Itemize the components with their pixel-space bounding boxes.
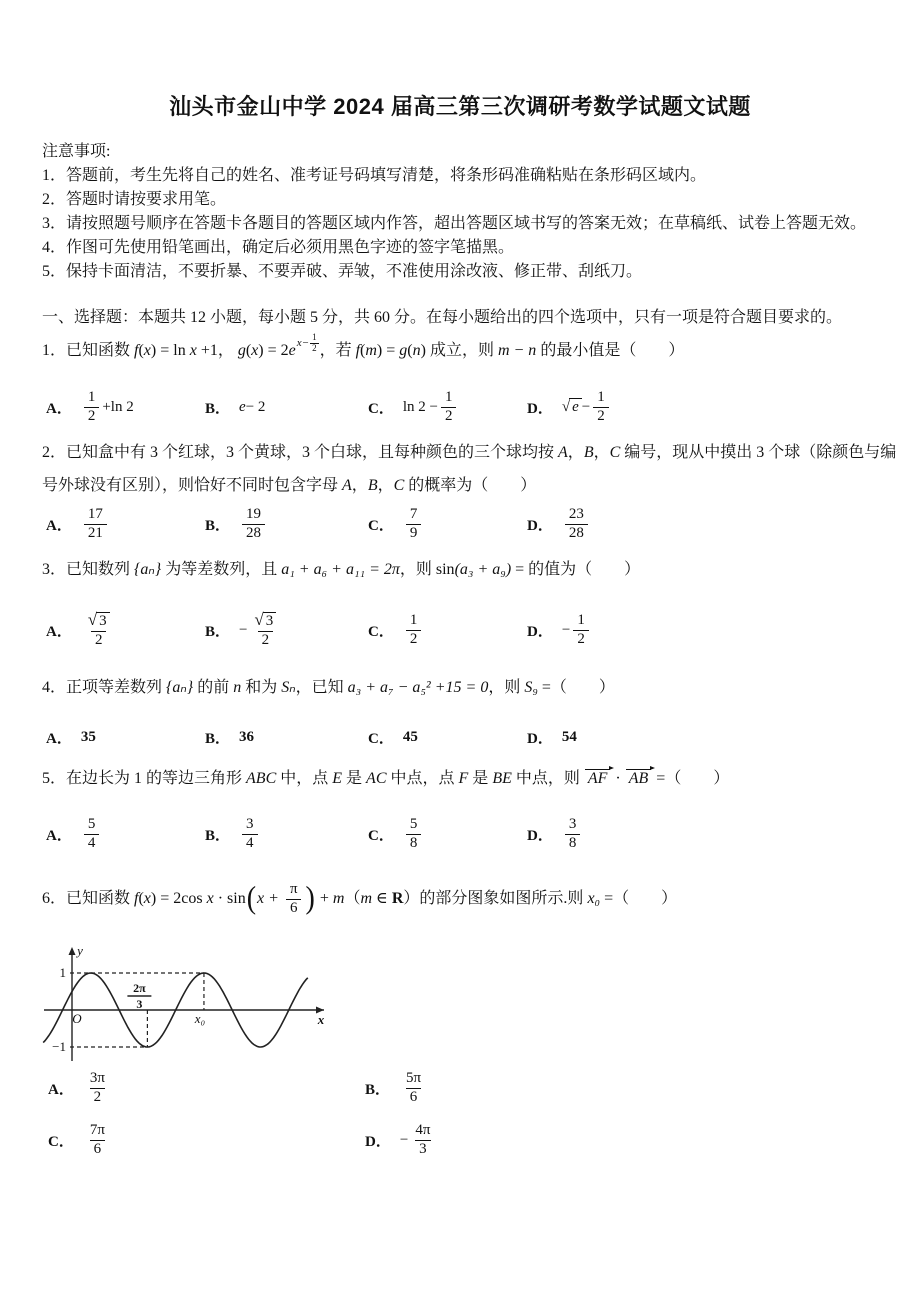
math-run: C [393, 477, 405, 494]
options-row [0, 606, 920, 654]
option-label: C． [368, 400, 394, 417]
sqrt-sign: √ [254, 610, 264, 630]
text-run: ， [567, 444, 584, 461]
option [205, 500, 268, 548]
text-run: =（ ） [600, 889, 678, 907]
math-run: x [143, 889, 151, 907]
bold-text: 35 [80, 728, 96, 745]
math-run: m [360, 889, 373, 907]
math-run: f [355, 342, 361, 359]
fraction: $\frac{√ 3}{2}$ [250, 611, 280, 649]
option-label: C． [368, 730, 394, 747]
fraction: $\frac{17}{21}$ [84, 507, 107, 542]
text-run: + [315, 889, 333, 907]
text-run: ， [351, 477, 368, 494]
option [368, 606, 424, 654]
y-axis-arrow [69, 947, 76, 955]
bold-text: 45 [402, 728, 418, 745]
option-label: D． [365, 1133, 391, 1150]
text-run: ( [138, 342, 144, 359]
math-run: {aₙ} [134, 561, 162, 578]
fraction: $\frac{\pi}{6}$ [286, 882, 302, 917]
option-label: A． [48, 1081, 74, 1098]
text-run: ( [245, 342, 252, 359]
page-title: 汕头市金山中学 2024 届高三第三次调研考数学试题文试题 [169, 94, 751, 119]
text-run: 6．已知函数 [42, 889, 135, 907]
option-label: D． [527, 400, 553, 417]
math-run: x [206, 889, 214, 907]
question-stem [42, 676, 898, 700]
notice-item-3: 3．请按照题号顺序在答题卡各题目的答题区域内作答，超出答题区域书写的答案无效；在草稿纸、试卷上答题无效。 [42, 215, 867, 232]
option [527, 606, 592, 654]
math-run: C [609, 444, 621, 461]
math-run: B [583, 444, 594, 461]
options-row [0, 500, 920, 548]
option [46, 606, 117, 654]
text-run: =（ ） [652, 770, 730, 787]
math-run: m [332, 889, 345, 907]
vector-term: AF [585, 769, 611, 787]
text-run: ) = 2 [258, 342, 289, 359]
math-run: e [288, 342, 296, 359]
text-run: − [561, 621, 571, 638]
option [205, 606, 283, 654]
text-run: − [239, 621, 248, 638]
option [365, 1116, 437, 1164]
option [205, 713, 254, 761]
left-paren: ( [246, 880, 257, 917]
math-run: E [332, 770, 343, 787]
vector-term: AB [626, 769, 652, 787]
trough-label-numerator: 2π [133, 981, 146, 995]
right-paren: ) [305, 880, 315, 917]
option-label: A． [46, 730, 72, 747]
fraction: $\frac{1}{2}$ [84, 390, 100, 425]
text-run: 是 [468, 770, 493, 787]
fraction: $\frac{3}{8}$ [565, 817, 581, 852]
option [368, 713, 418, 761]
text-run: − 2 [245, 398, 266, 415]
text-run: 的概率为（ ） [404, 477, 537, 494]
math-run: S₉ [524, 679, 538, 696]
y-axis-label: y [77, 943, 83, 958]
fraction: $\frac{7}{9}$ [406, 507, 422, 542]
option-label: D． [527, 827, 553, 844]
notice-item-4: 4．作图可先使用铅笔画出，确定后必须用黑色字迹的签字笔描黑。 [42, 239, 515, 256]
option-label: B． [205, 623, 231, 640]
math-run: n [412, 342, 421, 359]
math-run: g [237, 342, 246, 359]
math-run: (a₃ + a₉) [454, 561, 512, 578]
sqrt-value: 3 [263, 612, 277, 629]
fraction: $\frac{19}{28}$ [242, 507, 265, 542]
text-run: 中点，则 [511, 770, 584, 787]
text-run: ) = ln [150, 342, 190, 359]
options-row [0, 713, 920, 761]
text-run: − [581, 398, 591, 415]
math-run: {aₙ} [166, 679, 194, 696]
option-label: C． [368, 827, 394, 844]
text-run: 4．正项等差数列 [42, 679, 167, 696]
text-run: ( [360, 342, 366, 359]
math-run: n [233, 679, 242, 696]
option [46, 383, 134, 431]
text-run: − [399, 1131, 409, 1148]
sqrt-sign: √ [87, 610, 98, 630]
option [527, 383, 612, 431]
option-label: D． [527, 623, 553, 640]
math-run: Sₙ [281, 679, 296, 696]
text-run: ) = [376, 342, 400, 359]
question-stem [42, 332, 898, 364]
option-label: A． [46, 827, 72, 844]
math-run: AC [366, 770, 387, 787]
option-label: D． [527, 730, 553, 747]
option [46, 713, 96, 761]
option-label: A． [46, 623, 72, 640]
fraction: $\frac{7\pi}{6}$ [89, 1121, 105, 1157]
question-stem [42, 436, 898, 502]
option-label: C． [368, 623, 394, 640]
text-run: 中点，点 [386, 770, 459, 787]
notice-heading: 注意事项: [42, 143, 111, 160]
fraction: $\frac{√ 3}{2}$ [84, 611, 114, 649]
option [205, 383, 265, 431]
fraction: $\frac{1}{2}$ [573, 613, 589, 648]
bold-text: R [391, 889, 404, 907]
option-label: B． [205, 517, 231, 534]
math-run: m − n [497, 342, 537, 359]
option [48, 1116, 112, 1164]
text-run: 5．在边长为 1 的等边三角形 [42, 770, 247, 787]
math-run: F [458, 770, 469, 787]
math-run: m [365, 342, 377, 359]
sqrt-value: e [569, 398, 582, 416]
text-run: ( [138, 889, 144, 907]
text-run: 中，点 [276, 770, 333, 787]
math-run: x [189, 342, 197, 359]
options-row [0, 383, 920, 431]
text-run: 3．已知数列 [42, 561, 135, 578]
option [46, 810, 102, 858]
text-run: ，若 [319, 342, 356, 359]
function-graph [40, 941, 380, 1073]
text-run: 是 [342, 770, 367, 787]
math-run: f [134, 342, 139, 359]
option-label: C． [368, 517, 394, 534]
text-run: ）的部分图象如图所示.则 [403, 889, 588, 907]
fraction: $\frac{1}{2}$ [406, 613, 422, 648]
option [205, 810, 261, 858]
notice-item-1: 1．答题前，考生先将自己的姓名、准考证号码填写清楚，将条形码准确粘贴在条形码区域内。 [42, 167, 707, 184]
question-stem [42, 882, 898, 917]
fraction: $\frac{5}{8}$ [406, 817, 422, 852]
notice-item-2: 2．答题时请按要求用笔。 [42, 191, 227, 208]
option [527, 713, 577, 761]
math-run: a₁ + a₆ + a₁₁ = 2π [281, 561, 400, 578]
text-run: ∈ [372, 889, 392, 907]
sqrt-sign: √ [561, 398, 571, 415]
option-label: A． [46, 400, 72, 417]
x-axis-label: x [317, 1012, 325, 1027]
text-run: ，则 sin [399, 561, 455, 578]
math-run: A [342, 477, 352, 494]
math-run: A [558, 444, 568, 461]
sqrt-value: 3 [96, 612, 110, 629]
text-run: 为等差数列，且 [161, 561, 282, 578]
text-run: +ln 2 [102, 398, 134, 415]
text-run: 的前 [193, 679, 234, 696]
text-run: ，已知 [295, 679, 348, 696]
option-label: B． [205, 400, 231, 417]
math-run: a₃ + a₇ − a₅² +15 = 0 [347, 679, 489, 696]
text-run: · [611, 770, 625, 787]
text-run: 的最小值是（ ） [536, 342, 685, 359]
option [368, 383, 459, 431]
fraction: $\frac{1}{2}$ [312, 332, 317, 353]
superscript [297, 331, 320, 355]
ytick-1: 1 [59, 965, 66, 980]
text-run: ) = 2cos [150, 889, 207, 907]
fraction: $\frac{3}{4}$ [242, 817, 258, 852]
text-run: （ [344, 889, 361, 907]
option [46, 500, 110, 548]
option-label: B． [205, 730, 231, 747]
trough-label-denominator: 3 [136, 997, 143, 1011]
option-label: B． [205, 827, 231, 844]
fraction: $\frac{1}{2}$ [593, 390, 609, 425]
text-run: 和为 [241, 679, 282, 696]
fraction: $\frac{3\pi}{2}$ [89, 1069, 105, 1105]
fraction: $\frac{5\pi}{6}$ [406, 1069, 422, 1105]
math-run: e [239, 398, 246, 415]
text-run: ， [593, 444, 610, 461]
math-run: x + [257, 889, 283, 907]
ytick-neg1: −1 [52, 1039, 66, 1054]
fraction: $\frac{5}{4}$ [84, 817, 100, 852]
text-run: ， [377, 477, 394, 494]
math-run: x− [296, 337, 310, 349]
options-row [0, 810, 920, 858]
option-label: D． [527, 517, 553, 534]
sine-graph-svg [40, 941, 380, 1073]
origin-label: O [72, 1011, 82, 1026]
math-run: x [143, 342, 151, 359]
text-run: · sin [213, 889, 246, 907]
fraction: $\frac{4\pi}{3}$ [415, 1121, 431, 1157]
fraction: $\frac{1}{2}$ [441, 390, 457, 425]
peak-x-label: x₀ [194, 1011, 206, 1026]
math-run: g [399, 342, 408, 359]
bold-text: 36 [239, 728, 255, 745]
math-run: f [134, 889, 139, 907]
fraction: $\frac{23}{28}$ [565, 507, 588, 542]
math-run: ABC [246, 770, 277, 787]
option-label: C． [48, 1133, 74, 1150]
text-run: 2．已知盒中有 3 个红球，3 个黄球，3 个白球，且每种颜色的三个球均按 [42, 444, 559, 461]
math-run: B [367, 477, 378, 494]
option [368, 500, 424, 548]
text-run: 编号，现从中摸出 3 个球（除颜色与编号外球没有区别），则恰好不同时包含字母 [42, 444, 897, 494]
math-run: x [251, 342, 259, 359]
text-run: +1， [196, 342, 238, 359]
text-run: ，则 [488, 679, 525, 696]
option-label: A． [46, 517, 72, 534]
bold-text: 54 [561, 728, 577, 745]
text-run: =（ ） [537, 679, 615, 696]
math-run: x₀ [587, 889, 601, 907]
option [368, 810, 424, 858]
section-heading: 一、选择题：本题共 12 小题，每小题 5 分，共 60 分。在每小题给出的四个选项中，只有一项是符合题目要求的。 [42, 309, 843, 326]
text-run: 1．已知函数 [42, 342, 135, 359]
option [527, 500, 591, 548]
option-label: B． [365, 1081, 391, 1098]
text-run: ) 成立，则 [420, 342, 498, 359]
text-run: ( [407, 342, 413, 359]
option [527, 810, 583, 858]
text-run: ln 2 − [402, 398, 438, 415]
text-run: = 的值为（ ） [511, 561, 641, 578]
notice-item-5: 5．保持卡面清洁，不要折暴、不要弄破、弄皱，不准使用涂改液、修正带、刮纸刀。 [42, 263, 643, 280]
question-stem [42, 767, 898, 791]
math-run: BE [492, 770, 512, 787]
question-stem [42, 558, 898, 582]
